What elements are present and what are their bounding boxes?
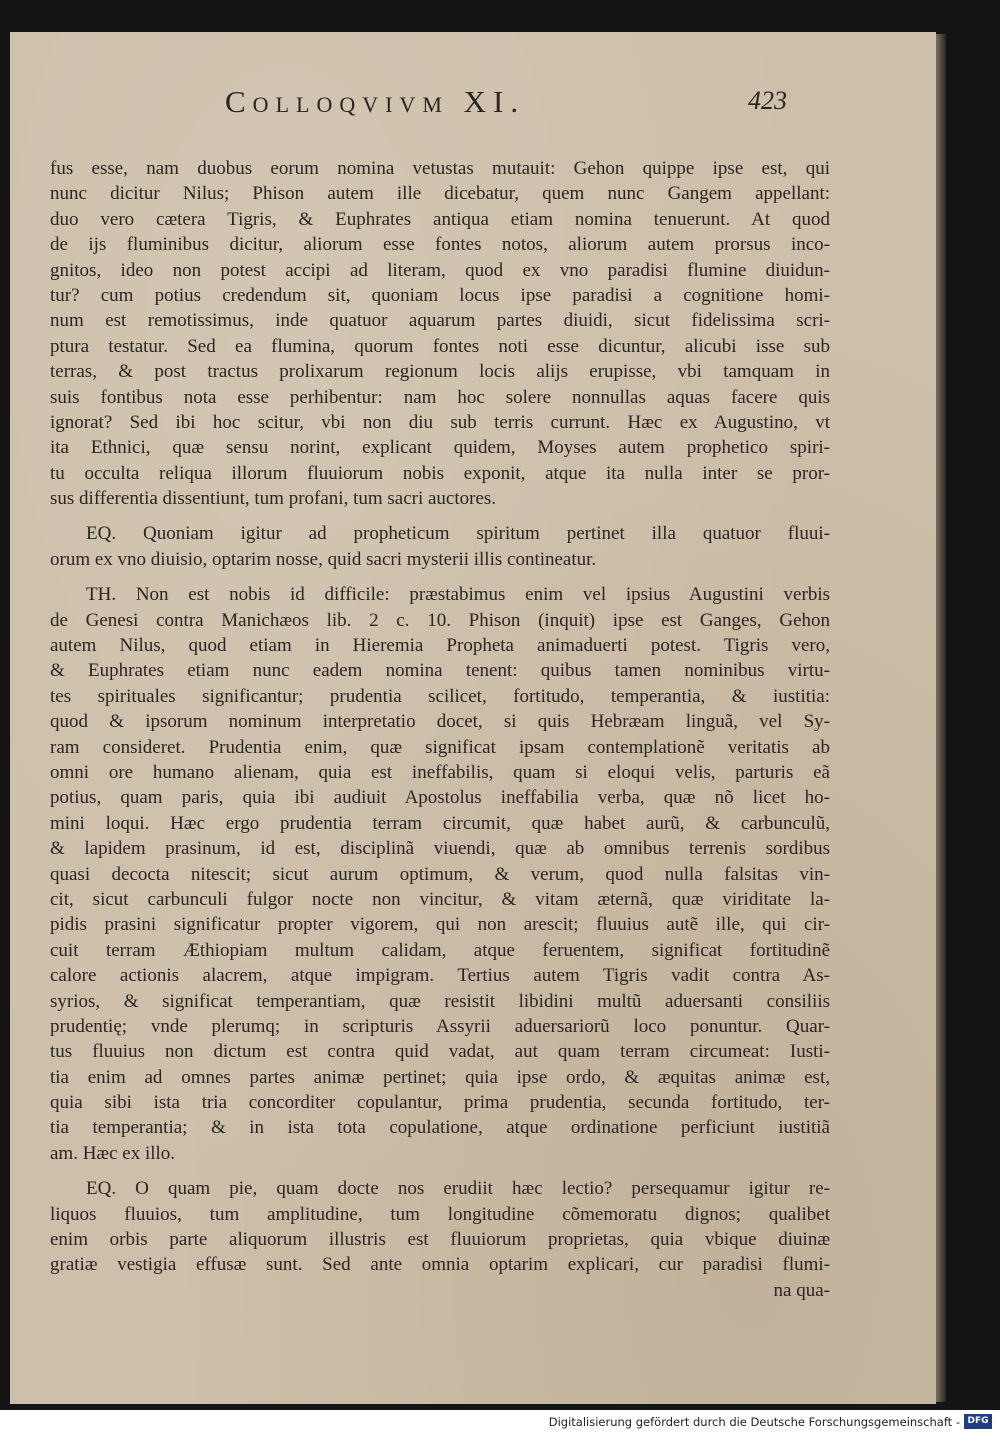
text-line: duo vero cætera Tigris, & Euphrates antiqua etiam nomina tenuerunt. At quod (50, 208, 830, 230)
body-text (50, 156, 830, 1303)
paragraph (50, 582, 830, 1166)
paragraph (50, 156, 830, 511)
text-line: terras, & post tractus prolixarum regionum locis alijs erupisse, vbi tamquam in (50, 361, 830, 383)
text-line: de Genesi contra Manichæos lib. 2 c. 10. Phison (inquit) ipse est Ganges, Gehon (50, 609, 830, 631)
text-line: am. Hæc ex illo. (50, 1142, 176, 1164)
running-title: Colloqvivm XI. (225, 84, 526, 119)
text-line: liquos fluuios, tum amplitudine, tum longitudine cõmemoratu dignos; qualibet (50, 1203, 830, 1225)
text-line: syrios, & significat temperantiam, quæ resistit libidini multũ aduersanti consiliis (50, 990, 830, 1012)
text-line: num est remotissimus, inde quatuor aquarum partes diuidi, sicut fidelissima scri- (50, 310, 830, 332)
text-line: gratiæ vestigia effusæ sunt. Sed ante omnia optarim explicari, cur paradisi flumi- (50, 1254, 830, 1276)
catchword: na qua- (773, 1279, 830, 1301)
text-line: ignorat? Sed ibi hoc scitur, vbi non diu sub terris currunt. Hæc ex Augustino, vt (50, 411, 830, 433)
text-line: tus fluuius non dictum est contra quid vadat, aut quam terram circumeat: Iusti- (50, 1041, 830, 1063)
book-page (10, 32, 936, 1404)
text-line: cit, sicut carbunculi fulgor nocte non vincitur, & vitam æternã, quæ viriditate la- (50, 888, 830, 910)
text-line: enim orbis parte aliquorum illustris est fluuiorum proprietas, quia vbique diuinæ (50, 1229, 830, 1251)
paragraph (50, 521, 830, 572)
text-line: EQ. Quoniam igitur ad propheticum spiritum pertinet illa quatuor fluui- (86, 523, 830, 545)
text-line: sus differentia dissentiunt, tum profani, tum sacri auctores. (50, 488, 497, 510)
text-line: EQ. O quam pie, quam docte nos erudiit hæc lectio? persequamur igitur re- (86, 1178, 830, 1200)
text-line: ita Ethnici, quæ sensu norint, explicant quidem, Moyses autem prophetico spiri- (50, 437, 830, 459)
footer-bar (0, 1410, 1000, 1436)
page-number: 423 (748, 86, 787, 115)
paragraph (50, 1176, 830, 1278)
paragraph-gap (50, 572, 830, 582)
funding-credit: Digitalisierung gefördert durch die Deutsche Forschungsgemeinschaft - (548, 1415, 960, 1429)
text-line: TH. Non est nobis id difficile: præstabimus enim vel ipsius Augustini verbis (86, 584, 830, 606)
text-line: gnitos, ideo non potest accipi ad literam, quod ex vno paradisi flumine diuidun- (50, 259, 830, 281)
text-line: mini loqui. Hæc ergo prudentia terram circumit, quæ habet aurũ, & carbunculũ, (50, 812, 830, 834)
text-line: autem Nilus, quod etiam in Hieremia Propheta animaduerti potest. Tigris vero, (50, 635, 830, 657)
dfg-logo-icon: DFG (964, 1414, 992, 1429)
text-line: tur? cum potius credendum sit, quoniam locus ipse paradisi a cognitione homi- (50, 284, 830, 306)
text-line: ptura testatur. Sed ea flumina, quorum fontes noti esse dicuntur, alicubi isse sub (50, 335, 830, 357)
text-line: quasi decocta nitescit; sicut aurum optimum, & verum, quod nulla falsitas vin- (50, 863, 830, 885)
text-line: tu occulta reliqua illorum fluuiorum nobis exponit, atque ita nulla inter se pror- (50, 462, 830, 484)
text-line: & Euphrates etiam nunc eadem nomina tenent: quibus tamen nominibus virtu- (50, 660, 830, 682)
text-line: nunc dicitur Nilus; Phison autem ille dicebatur, quem nunc Gangem appellant: (50, 183, 830, 205)
text-line: fus esse, nam duobus eorum nomina vetustas mutauit: Gehon quippe ipse est, qui (50, 158, 830, 179)
paragraph-gap (50, 1166, 830, 1176)
text-line: orum ex vno diuisio, optarim nosse, quid sacri mysterii illis contineatur. (50, 548, 597, 570)
running-head (10, 84, 936, 124)
text-line: pidis prasini significatur propter vigorem, qui non arescit; fluuius autẽ ille, qui cir- (50, 914, 830, 936)
text-line: suis fontibus nota esse perhibentur: nam hoc solere nonnullas aquas facere quis (50, 386, 830, 408)
page-edge (936, 34, 946, 1402)
text-line: prudentię; vnde plerumq; in scripturis Assyrii aduersariorũ loco ponuntur. Quar- (50, 1015, 830, 1037)
text-line: & lapidem prasinum, id est, disciplinã viuendi, quæ ab omnibus terrenis sordibus (50, 838, 830, 860)
text-line: quod & ipsorum nominum interpretatio docet, si quis Hebræam linguã, vel Sy- (50, 711, 830, 733)
text-line: cuit terram Æthiopiam multum calidam, atque feruentem, significat fortitudinẽ (50, 939, 830, 961)
text-line: tia enim ad omnes partes animæ pertinet; quia ipse ordo, & æquitas animæ est, (50, 1066, 830, 1088)
text-line: tia temperantia; & in ista tota copulatione, atque ordinatione perficiunt iustitiã (50, 1117, 830, 1139)
text-line: ram consideret. Prudentia enim, quæ significat ipsam contemplationẽ veritatis ab (50, 736, 830, 758)
text-line: omni ore humano alienam, quia est ineffabilis, quam si eloqui velis, parturis eã (50, 761, 830, 783)
paragraph-gap (50, 511, 830, 521)
text-line: calore actionis alacrem, atque impigram. Tertius autem Tigris vadit contra As- (50, 965, 830, 987)
text-line: de ijs fluminibus dicitur, aliorum esse fontes notos, aliorum autem prorsus inco- (50, 234, 830, 256)
text-line: tes spirituales significantur; prudentia scilicet, fortitudo, temperantia, & iustitia: (50, 685, 830, 707)
text-line: quia sibi ista tria concorditer copulantur, prima prudentia, secunda fortitudo, ter- (50, 1092, 830, 1114)
text-line: potius, quam paris, quia ibi audiuit Apostolus ineffabilia verba, quæ nõ licet ho- (50, 787, 830, 809)
